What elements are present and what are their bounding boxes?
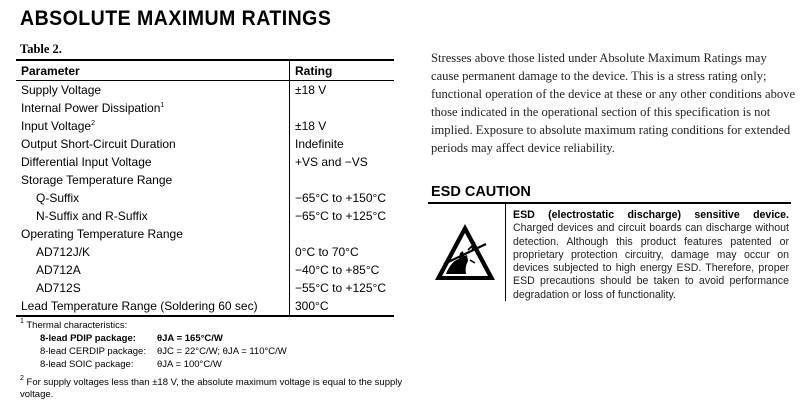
rating-cell <box>290 171 395 189</box>
parameter-label: Input Voltage <box>21 119 92 133</box>
parameter-label: Output Short-Circuit Duration <box>21 137 176 151</box>
esd-caution-text <box>505 204 789 301</box>
table-footnotes <box>20 319 410 401</box>
footnote-2 <box>20 377 410 401</box>
package-label: 8-lead CERDIP package: <box>40 346 146 357</box>
thermal-characteristics <box>20 332 410 371</box>
rating-cell <box>290 99 395 117</box>
parameter-cell <box>16 297 290 316</box>
rating-cell: −65°C to +150°C <box>295 191 386 205</box>
footnote-marker: 1 <box>160 102 165 109</box>
parameter-label: N-Suffix and R-Suffix <box>36 209 148 223</box>
page-title: ABSOLUTE MAXIMUM RATINGS <box>20 7 332 30</box>
esd-caution-box <box>428 202 791 303</box>
table-row <box>16 207 394 225</box>
thermal-value: θJA = 100°C/W <box>157 359 222 370</box>
table-row <box>16 153 394 171</box>
parameter-cell <box>16 153 290 171</box>
rating-cell: 0°C to 70°C <box>295 245 359 259</box>
esd-caution-title: ESD CAUTION <box>431 184 531 200</box>
parameter-label: Supply Voltage <box>21 83 102 97</box>
rating-cell: ±18 V <box>295 119 327 133</box>
table-row <box>16 261 394 279</box>
thermal-row <box>20 332 410 345</box>
table-row <box>16 225 394 243</box>
parameter-cell <box>16 135 290 153</box>
esd-warning-icon <box>432 220 498 286</box>
parameter-label: Lead Temperature Range (Soldering 60 sec) <box>21 299 258 313</box>
table-row <box>16 189 394 207</box>
thermal-value: θJC = 22°C/W; θJA = 110°C/W <box>157 346 287 357</box>
rating-cell: −55°C to +125°C <box>295 281 386 295</box>
table-row <box>16 243 394 261</box>
parameter-cell <box>16 243 290 261</box>
package-label: 8-lead PDIP package: <box>40 333 136 344</box>
ratings-table-body <box>16 81 394 317</box>
table-header-row <box>16 60 394 81</box>
esd-caution-body: Charged devices and circuit boards can discharge without detection. Although this product features patented or proprietary protection circuitry, damage may occur on devices subjected to high energy ESD. Therefore, proper ESD precautions should be taken to avoid performance degradation or loss of functionality. <box>513 222 789 301</box>
thermal-value: θJA = 165°C/W <box>157 333 223 344</box>
thermal-row <box>20 345 410 358</box>
footnote-1-title: Thermal characteristics: <box>26 320 128 331</box>
column-header-parameter: Parameter <box>16 60 290 81</box>
parameter-label: Internal Power Dissipation <box>21 101 161 115</box>
rating-cell: +VS and −VS <box>295 155 368 169</box>
table-row <box>16 99 394 117</box>
parameter-label: Q-Suffix <box>36 191 80 205</box>
table-row <box>16 81 394 100</box>
esd-caution-heading: ESD (electrostatic discharge) sensitive device. <box>513 209 789 221</box>
table-row <box>16 117 394 135</box>
rating-cell: ±18 V <box>295 83 327 97</box>
parameter-label: Storage Temperature Range <box>21 173 173 187</box>
ratings-table <box>16 59 394 317</box>
parameter-label: Differential Input Voltage <box>21 155 152 169</box>
parameter-cell <box>16 117 290 135</box>
footnote-marker: 2 <box>91 120 95 127</box>
footnote-marker: 1 <box>20 318 24 325</box>
table-caption: Table 2. <box>20 42 62 56</box>
parameter-cell <box>16 81 290 100</box>
table-row <box>16 297 394 316</box>
footnote-1 <box>20 319 410 332</box>
parameter-cell <box>16 189 290 207</box>
parameter-label: AD712A <box>36 263 81 277</box>
parameter-cell <box>16 279 290 297</box>
parameter-label: AD712S <box>36 281 81 295</box>
table-row <box>16 171 394 189</box>
thermal-row <box>20 358 410 371</box>
parameter-label: AD712J/K <box>36 245 91 259</box>
package-label: 8-lead SOIC package: <box>40 359 134 370</box>
footnote-2-text: For supply voltages less than ±18 V, the absolute maximum voltage is equal to the supply voltage. <box>20 377 403 400</box>
rating-cell <box>290 225 395 243</box>
parameter-cell <box>16 207 290 225</box>
footnote-marker: 2 <box>20 375 24 382</box>
table-row <box>16 135 394 153</box>
column-header-rating: Rating <box>290 60 395 81</box>
stress-paragraph: Stresses above those listed under Absolute Maximum Ratings may cause permanent damage to the device. This is a stress rating only; functional operation of the device at these or any other conditions above those indicated in the operational section of this specification is not implied. Exposure to absolute maximum rating conditions for extended periods may affect device reliability. <box>431 51 796 155</box>
rating-cell: −65°C to +125°C <box>295 209 386 223</box>
parameter-cell <box>16 99 290 117</box>
rating-cell: 300°C <box>290 297 395 316</box>
parameter-cell <box>16 261 290 279</box>
rating-cell: Indefinite <box>295 137 344 151</box>
parameter-cell <box>16 225 290 243</box>
parameter-label: Operating Temperature Range <box>21 227 183 241</box>
parameter-cell <box>16 171 290 189</box>
table-row <box>16 279 394 297</box>
rating-cell: −40°C to +85°C <box>295 263 380 277</box>
